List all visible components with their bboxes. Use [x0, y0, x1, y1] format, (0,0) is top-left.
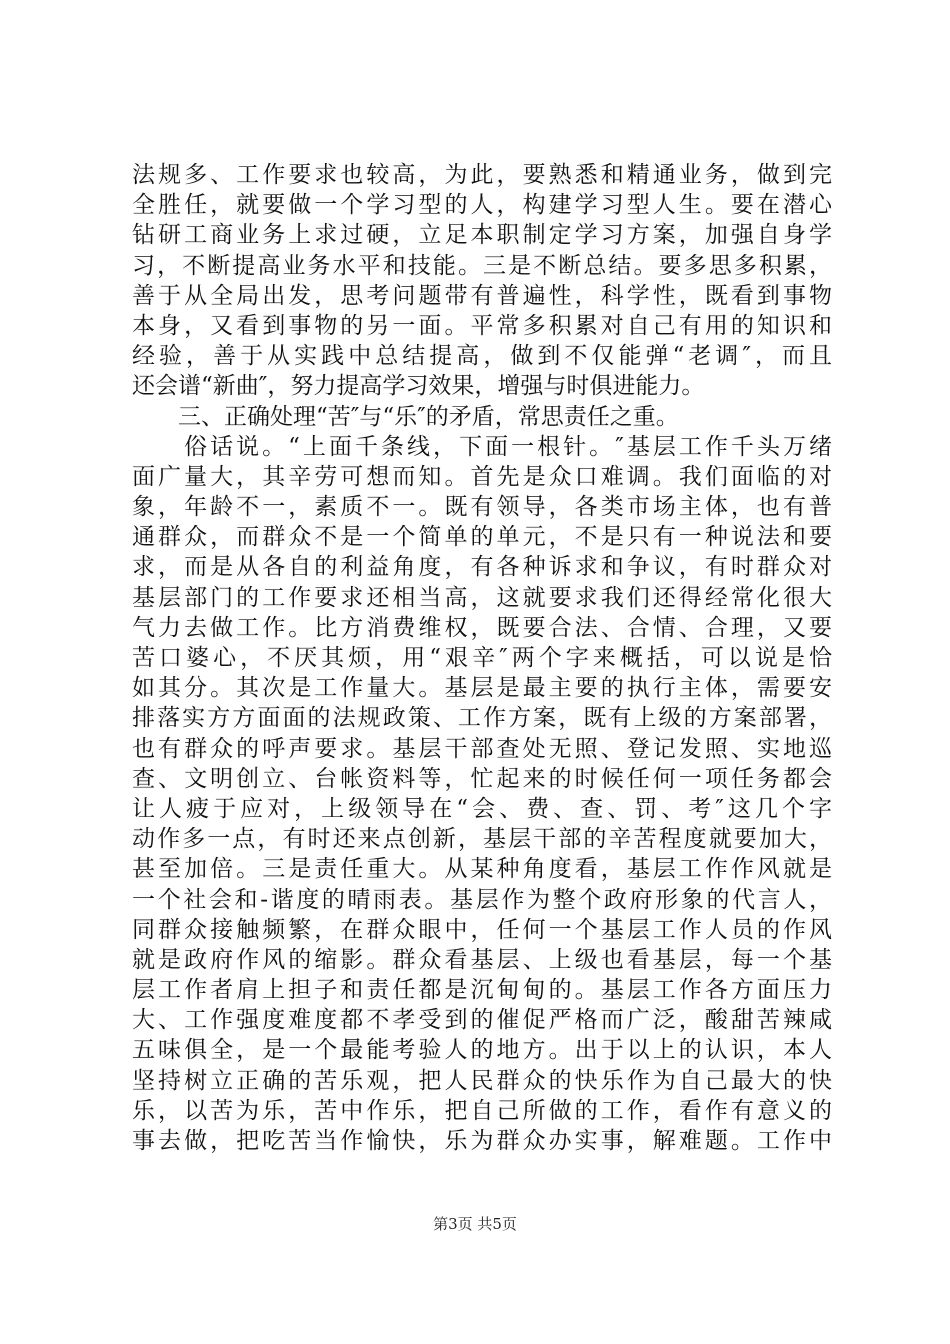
text-line: 求，而是从各自的利益角度，有各种诉求和争议，有时群众对 — [132, 554, 832, 581]
text-line: 三、正确处理“苦″与“乐″的矛盾，常思责任之重。 — [132, 403, 679, 430]
text-line: 就是政府作风的缩影。群众看基层、上级也看基层，每一个基 — [132, 946, 832, 973]
text-line: 一个社会和-谐度的晴雨表。基层作为整个政府形象的代言人， — [132, 886, 832, 913]
text-line: 俗话说。“上面千条线，下面一根针。″基层工作千头万绪 — [132, 433, 832, 460]
text-line: 让人疲于应对，上级领导在“会、费、查、罚、考″这几个字 — [132, 795, 832, 822]
text-line: 善于从全局出发，思考问题带有普遍性，科学性，既看到事物 — [132, 282, 832, 309]
text-line: 也有群众的呼声要求。基层干部查处无照、登记发照、实地巡 — [132, 735, 832, 762]
page-footer: 第3页 共5页 — [433, 1215, 517, 1233]
text-line: 甚至加倍。三是责任重大。从某种角度看，基层工作作风就是 — [132, 856, 832, 883]
text-line: 大、工作强度难度都不孝受到的催促严格而广泛，酸甜苦辣咸 — [132, 1007, 832, 1034]
text-line: 五味俱全，是一个最能考验人的地方。出于以上的认识，本人 — [132, 1037, 832, 1064]
text-line: 经验，善于从实践中总结提高，做到不仅能弹“老调″，而且 — [132, 343, 832, 370]
text-line: 还会谱“新曲″，努力提高学习效果，增强与时俱进能力。 — [132, 373, 705, 400]
text-line: 查、文明创立、台帐资料等，忙起来的时候任何一项任务都会 — [132, 765, 832, 792]
text-line: 象，年龄不一，素质不一。既有领导，各类市场主体，也有普 — [132, 494, 832, 521]
text-line: 本身，又看到事物的另一面。平常多积累对自己有用的知识和 — [132, 312, 832, 339]
text-line: 如其分。其次是工作量大。基层是最主要的执行主体，需要安 — [132, 675, 832, 702]
text-line: 习，不断提高业务水平和技能。三是不断总结。要多思多积累， — [132, 252, 832, 279]
text-line: 法规多、工作要求也较高，为此，要熟悉和精通业务，做到完 — [132, 162, 832, 188]
text-line: 动作多一点，有时还来点创新，基层干部的辛苦程度就要加大， — [132, 826, 832, 853]
text-line: 基层部门的工作要求还相当高，这就要求我们还得经常化很大 — [132, 584, 832, 611]
text-line: 坚持树立正确的苦乐观，把人民群众的快乐作为自己最大的快 — [132, 1067, 832, 1094]
text-line: 同群众接触频繁，在群众眼中，任何一个基层工作人员的作风 — [132, 916, 832, 943]
text-line: 苦口婆心，不厌其烦，用“艰辛″两个字来概括，可以说是恰 — [132, 645, 832, 671]
text-line: 事去做，把吃苦当作愉快，乐为群众办实事，解难题。工作中 — [132, 1128, 832, 1154]
body-text — [132, 160, 832, 1156]
text-line: 排落实方方面面的法规政策、工作方案，既有上级的方案部署， — [132, 705, 832, 732]
text-line: 钻研工商业务上求过硬，立足本职制定学习方案，加强自身学 — [132, 222, 832, 249]
text-line: 面广量大，其辛劳可想而知。首先是众口难调。我们面临的对 — [132, 463, 832, 490]
text-line: 层工作者肩上担子和责任都是沉甸甸的。基层工作各方面压力 — [132, 977, 832, 1004]
text-line: 通群众，而群众不是一个简单的单元，不是只有一种说法和要 — [132, 524, 832, 551]
text-line: 全胜任，就要做一个学习型的人，构建学习型人生。要在潜心 — [132, 192, 832, 219]
text-line: 乐，以苦为乐，苦中作乐，把自己所做的工作，看作有意义的 — [132, 1097, 832, 1124]
text-line: 气力去做工作。比方消费维权，既要合法、合情、合理，又要 — [132, 614, 832, 641]
